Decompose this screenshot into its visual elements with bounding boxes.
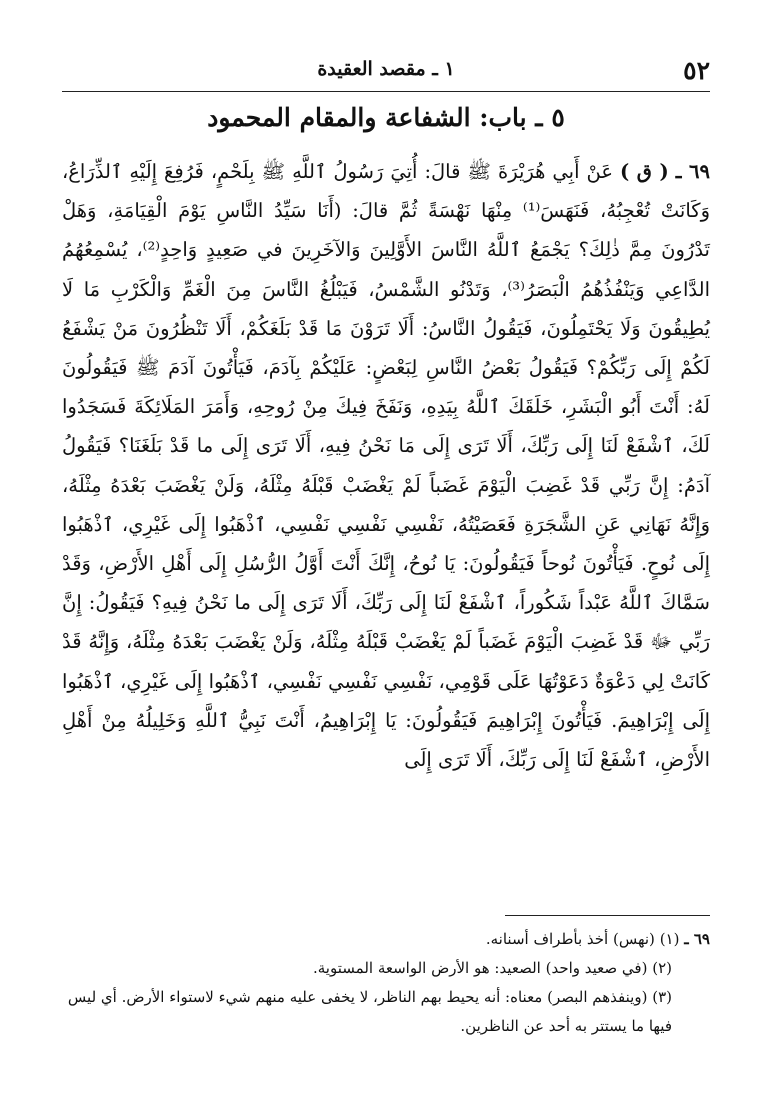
footnote-group-label: ٦٩ ـ — [684, 930, 710, 948]
footnote-3 — [62, 983, 710, 1041]
chapter-title: ٥ ـ باب: الشفاعة والمقام المحمود — [207, 103, 565, 132]
footnote-text: (وينفذهم البصر) معناه: أنه يحيط بهم الناظر، لا يخفى عليه منهم شيء لاستواء الأرض. أي ليس فيها ما يستتر به أحد عن الناظرين. — [67, 988, 672, 1035]
footnotes — [62, 925, 710, 1041]
running-header — [62, 50, 710, 90]
footnote-text: (في صعيد واحد) الصعيد: هو الأرض الواسعة المستوية. — [313, 959, 648, 977]
hadith-number: ٦٩ ـ — [675, 160, 710, 183]
hadith-source-mark: ( ق ) — [620, 160, 669, 183]
footnote-number: (١) — [659, 930, 680, 948]
footnote-1 — [62, 925, 710, 954]
footnote-number: (٢) — [652, 959, 672, 977]
page-number: ٥٢ — [683, 56, 710, 85]
hadith-text — [62, 152, 710, 779]
footnote-number: (٣) — [652, 988, 672, 1006]
footnote-2 — [62, 954, 710, 983]
header-divider — [62, 91, 710, 92]
hadith-body: عَنْ أَبِي هُرَيْرَةَ ﷺ قالَ: أُتِيَ رَسُولُ ٱللَّهِ ﷺ بِلَحْمٍ، فَرُفِعَ إِلَيْهِ ٱلذِّرَاعُ، وَكَانَتْ تُعْجِبُهُ، فَنَهَسَ⁽¹⁾ مِنْهَا نَهْسَةً ثُمَّ قالَ: (أَنَا سَيِّدُ النَّاسِ يَوْمَ الْقِيَامَةِ، وَهَلْ تَدْرُونَ مِمَّ ذٰلِكَ؟ يَجْمَعُ ٱللَّهُ النَّاسَ الأَوَّلِينَ وَالآخَرِينَ في صَعِيدٍ وَاحِدٍ⁽²⁾، يُسْمِعُهُمُ الدَّاعِي وَيَنْفُذُهُمُ الْبَصَرُ⁽³⁾، وَتَدْنُو الشَّمْسُ، فَيَبْلُغُ النَّاسَ مِنَ الْغَمِّ وَالْكَرْبِ مَا لَا يُطِيقُونَ وَلَا يَحْتَمِلُونَ، فَيَقُولُ النَّاسُ: أَلَا تَرَوْنَ مَا قَدْ بَلَغَكُمْ، أَلَا تَنْظُرُونَ مَنْ يَشْفَعُ لَكُمْ إِلَى رَبِّكُمْ؟ فَيَقُولُ بَعْضُ النَّاسِ لِبَعْضٍ: عَلَيْكُمْ بِآدَمَ، فَيَأْتُونَ آدَمَ ﷺ فَيَقُولُونَ لَهُ: أَنْتَ أَبُو الْبَشَرِ، خَلَقَكَ ٱللَّهُ بِيَدِهِ، وَنَفَخَ فِيكَ مِنْ رُوحِهِ، وَأَمَرَ المَلَائِكَةَ فَسَجَدُوا لَكَ، ٱشْفَعْ لَنَا إِلَى رَبِّكَ، أَلَا تَرَى إِلَى مَا نَحْنُ فِيهِ، أَلَا تَرَى إِلَى ما قَدْ بَلَغَنَا؟ فَيَقُولُ آدَمُ: إِنَّ رَبِّي قَدْ غَضِبَ الْيَوْمَ غَضَباً لَمْ يَغْضَبْ قَبْلَهُ مِثْلَهُ، وَلَنْ يَغْضَبَ بَعْدَهُ مِثْلَهُ، وَإِنَّهُ نَهَانِي عَنِ الشَّجَرَةِ فَعَصَيْتُهُ، نَفْسِي نَفْسِي نَفْسِي، ٱذْهَبُوا إِلَى غَيْرِي، ٱذْهَبُوا إِلَى نُوحٍ. فَيَأْتُونَ نُوحاً فَيَقُولُونَ: يَا نُوحُ، إِنَّكَ أَنْتَ أَوَّلُ الرُّسُلِ إِلَى أَهْلِ الأَرْضِ، وَقَدْ سَمَّاكَ ٱللَّهُ عَبْداً شَكُوراً، ٱشْفَعْ لَنَا إِلَى رَبِّكَ، أَلَا تَرَى إِلَى ما نَحْنُ فِيهِ؟ فَيَقُولُ: إِنَّ رَبِّي ﷻ قَدْ غَضِبَ الْيَوْمَ غَضَباً لَمْ يَغْضَبْ قَبْلَهُ مِثْلَهُ، وَلَنْ يَغْضَبَ بَعْدَهُ مِثْلَهُ، وَإِنَّهُ قَدْ كَانَتْ لِي دَعْوَةٌ دَعَوْتُهَا عَلَى قَوْمِي، نَفْسِي نَفْسِي نَفْسِي، ٱذْهَبُوا إِلَى غَيْرِي، ٱذْهَبُوا إِلَى إِبْرَاهِيمَ. فَيَأْتُونَ إِبْرَاهِيمَ فَيَقُولُونَ: يَا إِبْرَاهِيمُ، أَنْتَ نَبِيُّ ٱللَّهِ وَخَلِيلُهُ مِنْ أَهْلِ الأَرْضِ، ٱشْفَعْ لَنَا إِلَى رَبِّكَ، أَلَا تَرَى إِلَى — [62, 160, 711, 772]
footnote-divider — [505, 915, 710, 916]
running-header-title: ١ ـ مقصد العقيدة — [317, 58, 455, 80]
footnote-text: (نهس) أخذ بأطراف أسنانه. — [485, 930, 655, 948]
